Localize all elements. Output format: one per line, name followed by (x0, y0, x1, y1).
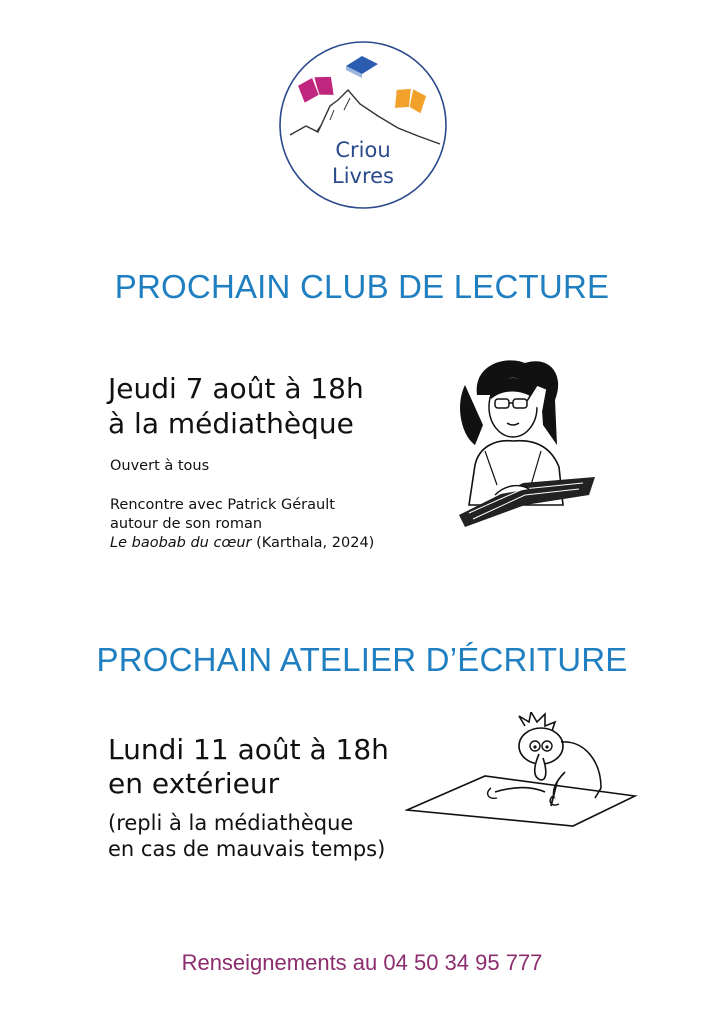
club-date: Jeudi 7 août à 18h (108, 372, 364, 405)
club-book-line (110, 535, 374, 552)
reading-woman-icon (455, 355, 600, 530)
club-place: à la médiathèque (108, 407, 354, 440)
club-meeting-line2: autour de son roman (110, 516, 263, 532)
atelier-date: Lundi 11 août à 18h (108, 733, 389, 766)
logo-text-line2: Livres (332, 164, 394, 188)
book-publisher: (Karthala, 2024) (256, 535, 375, 551)
atelier-fallback-line1: (repli à la médiathèque (108, 811, 354, 835)
logo-text-line1: Criou (335, 138, 391, 162)
atelier-heading: PROCHAIN ATELIER D’ÉCRITURE (96, 641, 628, 678)
book-title: Le baobab du cœur (110, 535, 252, 551)
club-heading: PROCHAIN CLUB DE LECTURE (114, 268, 610, 305)
footer-info: Renseignements au 04 50 34 95 777 (181, 950, 543, 975)
criou-livres-logo (278, 40, 448, 210)
club-meeting-line1: Rencontre avec Patrick Gérault (110, 497, 335, 513)
atelier-fallback-line2: en cas de mauvais temps) (108, 837, 386, 861)
writing-man-icon (405, 712, 640, 827)
club-open: Ouvert à tous (110, 458, 210, 474)
atelier-place: en extérieur (108, 767, 280, 800)
